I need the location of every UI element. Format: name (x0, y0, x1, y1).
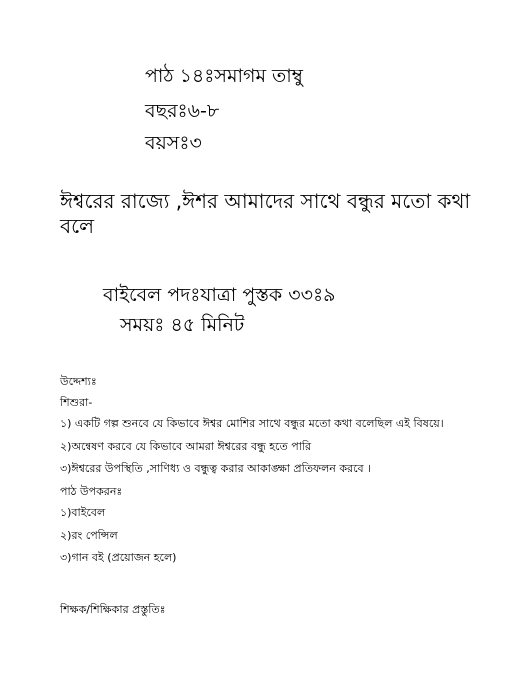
lesson-title: পাঠ ১৪ঃসমাগম তাম্বু (145, 65, 304, 87)
material-item-1: ১)বাইবেল (60, 506, 106, 519)
materials-heading: পাঠ উপকরনঃ (60, 485, 123, 498)
lesson-duration: সময়ঃ ৪৫ মিনিট (120, 314, 245, 336)
year-range: বছরঃ৬-৮ (145, 100, 220, 122)
objective-item-2: ২)অন্বেষণ করবে যে কিভাবে আমরা ঈশ্বরের বন্ধু হতে পারি (60, 440, 312, 453)
theme-heading: ঈশ্বরের রাজ্যে ,ঈশর আমাদের সাথে বন্ধুর মতো কথা বলে (60, 189, 471, 238)
objective-item-3: ৩)ঈশ্বরের উপস্থিতি ,সাণিধ্য ও বন্ধুত্ব করার আকাঙ্ক্ষা প্রতিফলন করবে । (60, 462, 372, 475)
objective-item-1: ১) একটি গল্প শুনবে যে কিভাবে ঈশ্বর মোশির সাথে বন্ধুর মতো কথা বলেছিল এই বিষয়ে। (60, 417, 444, 430)
age: বয়সঃ৩ (145, 132, 202, 154)
material-item-2: ২)রং পেন্সিল (60, 529, 118, 542)
teacher-prep-heading: শিক্ষক/শিক্ষিকার প্রস্তুতিঃ (60, 603, 166, 616)
bible-passage: বাইবেল পদঃযাত্রা পুস্তক ৩৩ঃ৯ (103, 284, 336, 306)
objectives-subheading: শিশুরা- (60, 396, 93, 409)
objectives-heading: উদ্দেশ্যঃ (60, 375, 97, 388)
material-item-3: ৩)গান বই (প্রয়োজন হলে) (60, 551, 177, 564)
